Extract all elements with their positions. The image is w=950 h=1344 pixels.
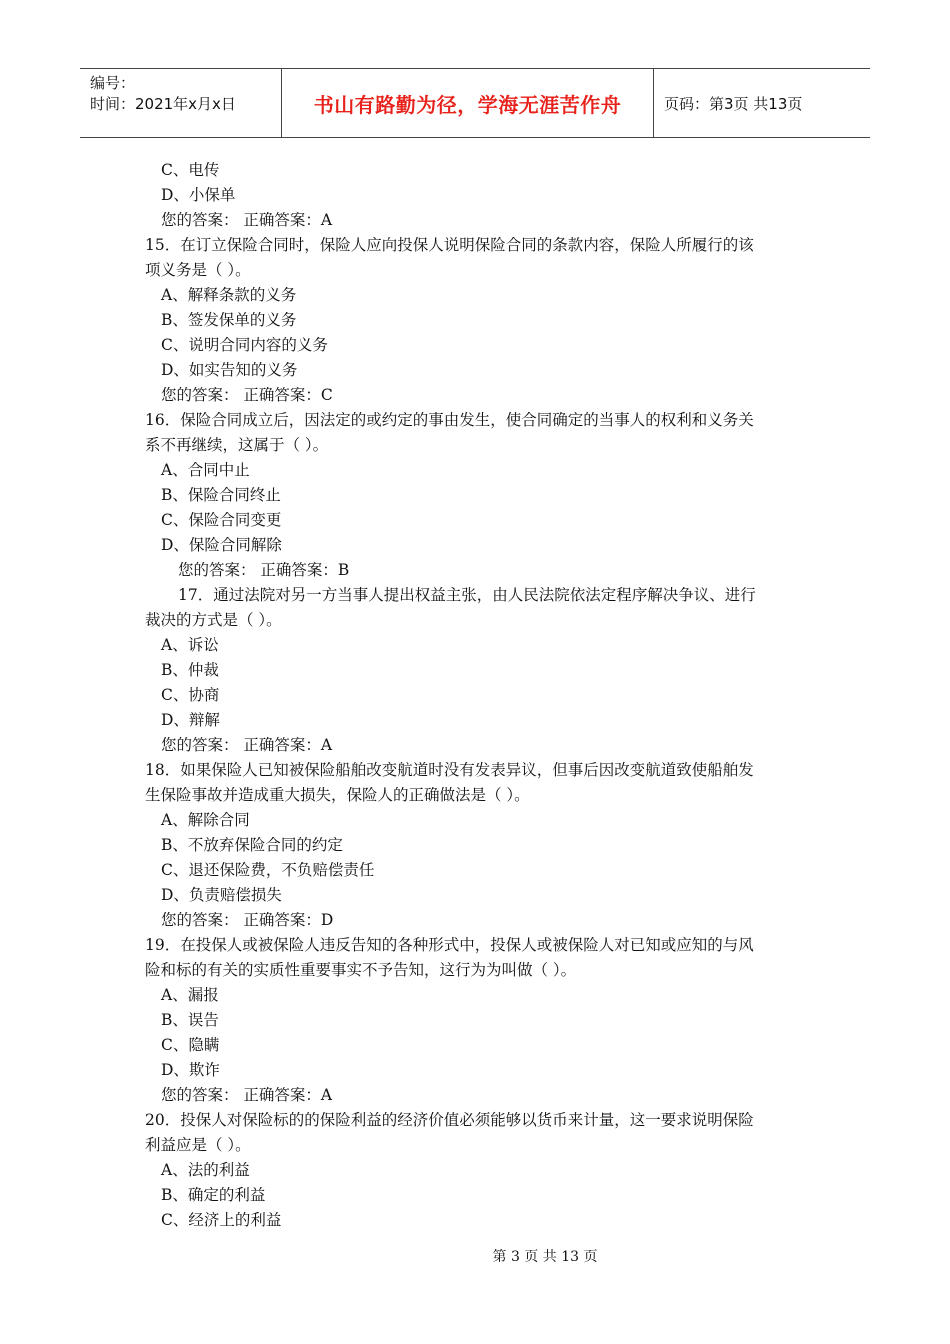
option-line: D、负责赔偿损失 [161,886,282,904]
question-line: 利益应是（ ）。 [145,1136,251,1154]
text-line: D、小保单 [161,186,236,204]
question-line: 17．通过法院对另一方当事人提出权益主张，由人民法院依法定程序解决争议、进行 [178,586,756,604]
question-line: 18．如果保险人已知被保险船舶改变航道时没有发表异议，但事后因改变航道致使船舶发 [145,761,754,779]
option-line: B、签发保单的义务 [161,311,297,329]
option-line: B、不放弃保险合同的约定 [161,836,343,854]
question-line: 项义务是（ ）。 [145,261,251,279]
answer-line: 您的答案： 正确答案：C [161,386,333,404]
option-line: D、辩解 [161,711,220,729]
question-line: 裁决的方式是（ ）。 [145,611,282,629]
option-line: B、确定的利益 [161,1186,266,1204]
header-page-info: 页码：第3页 共13页 [664,94,803,113]
option-line: A、解释条款的义务 [161,286,297,304]
question-line: 16．保险合同成立后，因法定的或约定的事由发生，使合同确定的当事人的权利和义务关 [145,411,754,429]
header-motto-cell [282,69,654,137]
option-line: C、协商 [161,686,220,704]
time-label: 时间：2021年x月x日 [90,95,236,113]
answer-line: 您的答案： 正确答案：A [161,1086,333,1104]
header-page-info-cell [654,69,870,137]
option-line: D、保险合同解除 [161,536,282,554]
question-line: 生保险事故并造成重大损失，保险人的正确做法是（ ）。 [145,786,530,804]
option-line: C、说明合同内容的义务 [161,336,328,354]
option-line: A、漏报 [161,986,219,1004]
option-line: B、仲裁 [161,661,219,679]
number-label: 编号： [90,74,136,92]
option-line: D、欺诈 [161,1061,220,1079]
footer-page-number: 第 3 页 共 13 页 [492,1249,598,1265]
question-line: 20．投保人对保险标的的保险利益的经济价值必须能够以货币来计量，这一要求说明保险 [145,1111,754,1129]
answer-line: 您的答案： 正确答案：A [161,736,333,754]
option-line: A、法的利益 [161,1161,250,1179]
option-line: D、如实告知的义务 [161,361,298,379]
answer-line: 您的答案： 正确答案：A [161,211,333,229]
option-line: C、隐瞒 [161,1036,220,1054]
page-footer [0,1246,950,1266]
header-motto: 书山有路勤为径，学海无涯苦作舟 [313,92,622,117]
option-line: B、误告 [161,1011,219,1029]
answer-line: 您的答案： 正确答案：D [161,911,334,929]
option-line: A、解除合同 [161,811,250,829]
header-meta [80,69,282,137]
option-line: A、诉讼 [161,636,219,654]
question-line: 险和标的有关的实质性重要事实不予告知，这行为为叫做（ ）。 [145,961,577,979]
text-line: C、电传 [161,161,220,179]
option-line: A、合同中止 [161,461,250,479]
option-line: C、退还保险费，不负赔偿责任 [161,861,375,879]
answer-line: 您的答案： 正确答案：B [178,561,350,579]
page-header [80,68,870,138]
question-line: 19．在投保人或被保险人违反告知的各种形式中，投保人或被保险人对已知或应知的与风 [145,936,754,954]
option-line: C、保险合同变更 [161,511,282,529]
question-line: 15．在订立保险合同时，保险人应向投保人说明保险合同的条款内容，保险人所履行的该 [145,236,754,254]
option-line: C、经济上的利益 [161,1211,282,1229]
question-line: 系不再继续，这属于（ ）。 [145,436,329,454]
option-line: B、保险合同终止 [161,486,281,504]
